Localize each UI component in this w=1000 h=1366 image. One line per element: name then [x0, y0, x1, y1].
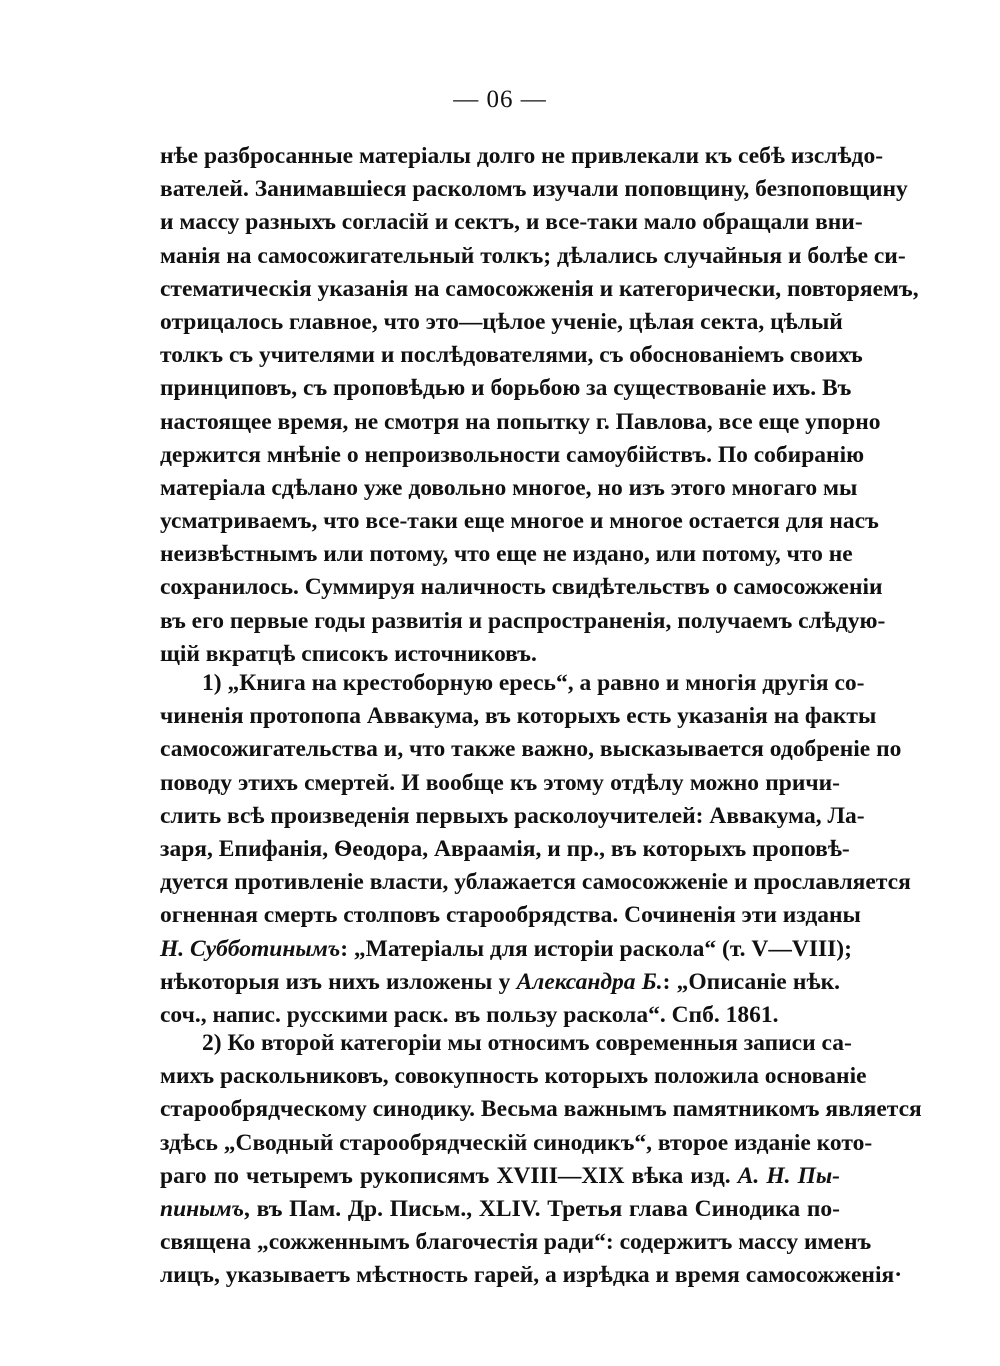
text-line: дуется противленіе власти, ублажается самосожженіе и прославляется — [160, 869, 911, 896]
text-line: здѣсь „Сводный старообрядческій синодикъ“, второе изданіе кото- — [160, 1129, 873, 1156]
text-line: держится мнѣніе о непроизвольности самоубійствъ. По собиранію — [160, 441, 865, 468]
text-line: самосожигательства и, что также важно, высказывается одобреніе по — [160, 736, 902, 763]
text-line: отрицалось главное, что это—цѣлое ученіе, цѣлая секта, цѣлый — [160, 308, 843, 335]
text-fragment: , въ Пам. Др. Письм., XLIV. Третья глава Синодика по- — [243, 1195, 840, 1222]
paragraph-2 — [160, 667, 911, 1032]
text-line: настоящее время, не смотря на попытку г. Павлова, все еще упорно — [160, 408, 881, 435]
text-line: матеріала сдѣлано уже довольно многое, но изъ этого многаго мы — [160, 474, 858, 501]
text-line: 2) Ко второй категоріи мы относимъ современныя записи са- — [202, 1030, 852, 1056]
text-line: чиненія протопопа Аввакума, въ которыхъ есть указанія на факты — [160, 703, 877, 730]
author-name: Н. Субботинымъ — [160, 935, 341, 962]
text-line: и массу разныхъ согласій и сектъ, и все-таки мало обращали вни- — [160, 209, 863, 236]
text-line: лицъ, указываетъ мѣстность гарей, а изрѣдка и время самосожженія· — [160, 1262, 903, 1289]
text-line: 1) „Книга на крестоборную ересь“, а равно и многія другія со- — [202, 670, 865, 696]
text-line — [160, 1193, 840, 1226]
text-line: толкъ съ учителями и послѣдователями, съ обоснованіемъ своихъ — [160, 342, 863, 369]
text-line: сохранилось. Суммируя наличность свидѣтельствъ о самосожженіи — [160, 574, 883, 601]
text-line: манія на самосожигательный толкъ; дѣлались случайныя и болѣе си- — [160, 242, 906, 269]
text-line: михъ раскольниковъ, совокупность которыхъ положила основаніе — [160, 1063, 867, 1090]
text-line: неизвѣстнымъ или потому, что еще не издано, или потому, что не — [160, 541, 853, 568]
text-line: усматриваемъ, что все-таки еще многое и многое остается для насъ — [160, 508, 879, 535]
text-line: слить всѣ произведенія первыхъ расколоучителей: Аввакума, Ла- — [160, 802, 865, 829]
text-line — [160, 966, 840, 999]
author-name: Александра Б. — [516, 968, 663, 995]
text-line: стематическія указанія на самосожженія и категорически, повторяемъ, — [160, 275, 919, 302]
author-name: А. Н. Пы- — [737, 1162, 840, 1189]
text-line: нѣе разбросанные матеріалы долго не привлекали къ себѣ изслѣдо- — [160, 143, 884, 169]
text-fragment: : „Матеріалы для исторіи раскола“ (т. V—VIII); — [340, 935, 852, 962]
text-line: поводу этихъ смертей. И вообще къ этому отдѣлу можно причи- — [160, 769, 840, 796]
text-line: щій вкратцѣ списокъ источниковъ. — [160, 640, 537, 667]
text-line: священа „сожженнымъ благочестія ради“: содержитъ массу именъ — [160, 1229, 872, 1256]
text-fragment: раго по четыремъ рукописямъ XVIII—XIX вѣка изд. — [160, 1162, 738, 1189]
text-line: огненная смерть столповъ старообрядства. Сочиненія эти изданы — [160, 902, 861, 929]
text-line: принциповъ, съ проповѣдью и борьбою за существованіе ихъ. Въ — [160, 375, 852, 402]
text-line: вателей. Занимавшіеся расколомъ изучали поповщину, безпоповщину — [160, 176, 908, 203]
paragraph-1 — [160, 140, 919, 671]
text-line: въ его первые годы развитія и распространенія, получаемъ слѣдую- — [160, 607, 886, 634]
page-number: — 06 — — [453, 86, 547, 113]
text-fragment: : „Описаніе нѣк. — [662, 968, 840, 995]
paragraph-3 — [160, 1027, 922, 1293]
text-line — [160, 1160, 840, 1193]
text-line: старообрядческому синодику. Весьма важнымъ памятникомъ является — [160, 1096, 922, 1123]
text-line — [160, 933, 852, 966]
text-line: соч., напис. русскими раск. въ пользу раскола“. Спб. 1861. — [160, 1001, 779, 1028]
text-fragment: нѣкоторыя изъ нихъ изложены у — [160, 968, 517, 995]
author-name: пинымъ — [160, 1195, 244, 1222]
text-line: заря, Епифанія, Ѳеодора, Авраамія, и пр., въ которыхъ проповѣ- — [160, 835, 850, 862]
